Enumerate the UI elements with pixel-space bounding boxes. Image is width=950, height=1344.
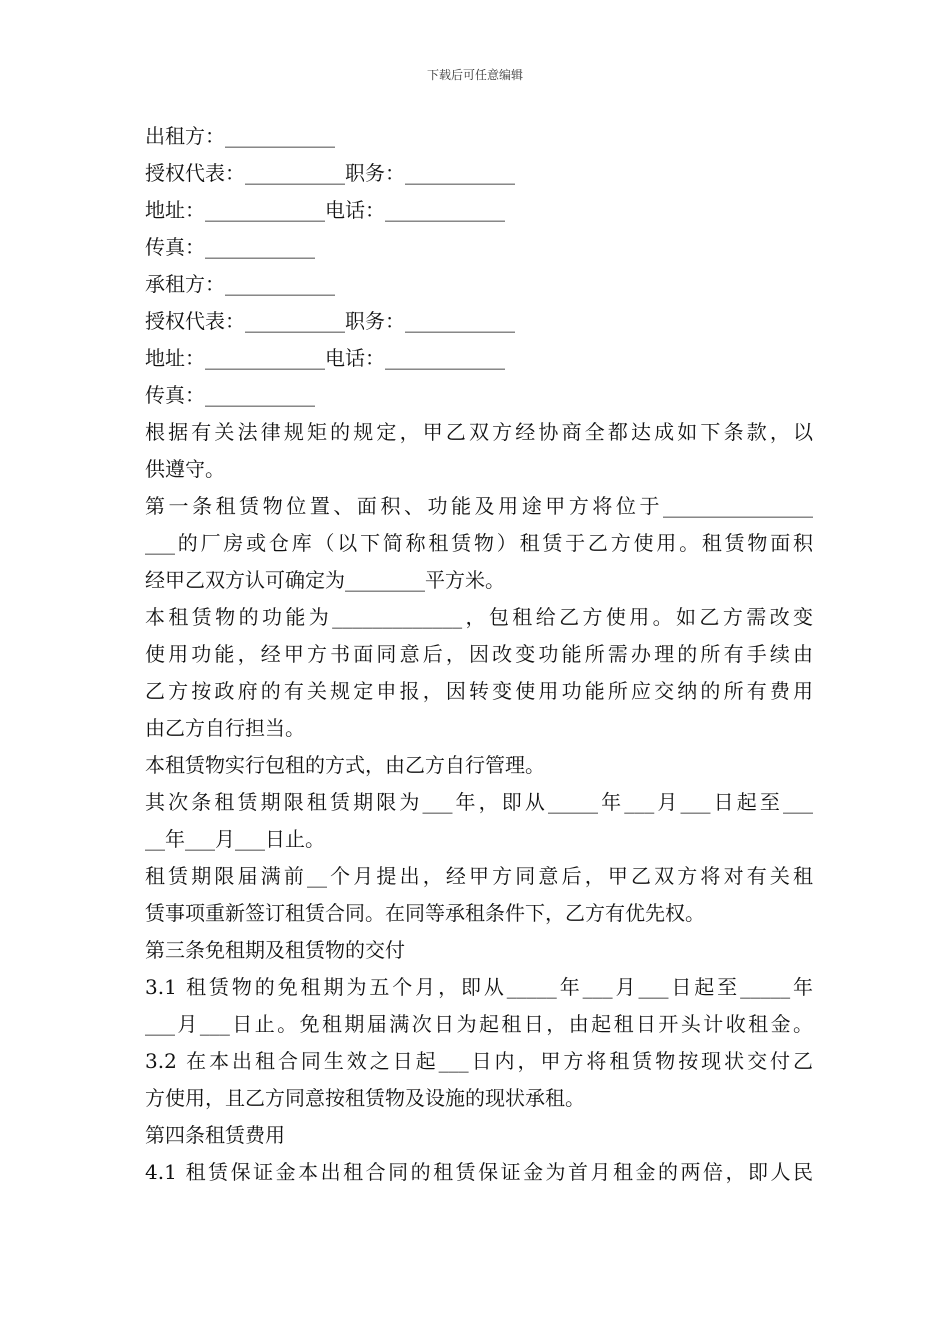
clause-3-1-line: 3.1 租赁物的免租期为五个月，即从_____年___月___日起至_____年 <box>145 975 813 999</box>
clause-3-2-line: 3.2 在本出租合同生效之日起___日内，甲方将租赁物按现状交付乙 <box>145 1049 813 1073</box>
lessee-address-line: 地址：____________电话：____________ <box>145 346 505 370</box>
clause-3-2-line: 方使用，且乙方同意按租赁物及设施的现状承租。 <box>145 1086 585 1110</box>
function-paragraph-line: 使用功能，经甲方书面同意后，因改变功能所需办理的所有手续由 <box>145 642 813 666</box>
management-line: 本租赁物实行包租的方式，由乙方自行管理。 <box>145 753 545 777</box>
lessor-address-line: 地址：____________电话：____________ <box>145 198 505 222</box>
article-1-line: ___的厂房或仓库（以下简称租赁物）租赁于乙方使用。租赁物面积 <box>145 531 813 555</box>
document-body <box>145 118 813 1191</box>
clause-3-1-line: ___月___日止。免租期届满次日为起租日，由起租日开头计收租金。 <box>145 1012 813 1036</box>
preamble-line: 根据有关法律规矩的规定，甲乙双方经协商全都达成如下条款，以 <box>145 420 813 444</box>
lessee-representative-line: 授权代表：__________职务：___________ <box>145 309 515 333</box>
lessor-representative-line: 授权代表：__________职务：___________ <box>145 161 515 185</box>
page-header: 下载后可任意编辑 <box>426 68 523 82</box>
lessor-fax-line: 传真：___________ <box>145 235 315 259</box>
preamble-line: 供遵守。 <box>145 457 225 481</box>
function-paragraph-line: 乙方按政府的有关规定申报，因转变使用功能所应交纳的所有费用 <box>145 679 813 703</box>
article-4-heading: 第四条租赁费用 <box>145 1123 285 1147</box>
function-paragraph-line: 本租赁物的功能为_____________，包租给乙方使用。如乙方需改变 <box>145 605 813 629</box>
article-2-line: __年___月___日止。 <box>145 827 325 851</box>
renewal-line: 赁事项重新签订租赁合同。在同等承租条件下，乙方有优先权。 <box>145 901 705 925</box>
lessor-line: 出租方：___________ <box>145 124 335 148</box>
clause-4-1-line: 4.1 租赁保证金本出租合同的租赁保证金为首月租金的两倍，即人民 <box>145 1160 813 1184</box>
article-2-line: 其次条租赁期限租赁期限为___年，即从_____年___月___日起至___ <box>145 790 813 814</box>
article-1-line: 经甲乙双方认可确定为________平方米。 <box>145 568 505 592</box>
article-3-heading: 第三条免租期及租赁物的交付 <box>145 938 405 962</box>
article-1-line: 第一条租赁物位置、面积、功能及用途甲方将位于_______________ <box>145 494 813 518</box>
lessee-fax-line: 传真：___________ <box>145 383 315 407</box>
function-paragraph-line: 由乙方自行担当。 <box>145 716 305 740</box>
lessee-line: 承租方：___________ <box>145 272 335 296</box>
renewal-line: 租赁期限届满前__个月提出，经甲方同意后，甲乙双方将对有关租 <box>145 864 813 888</box>
